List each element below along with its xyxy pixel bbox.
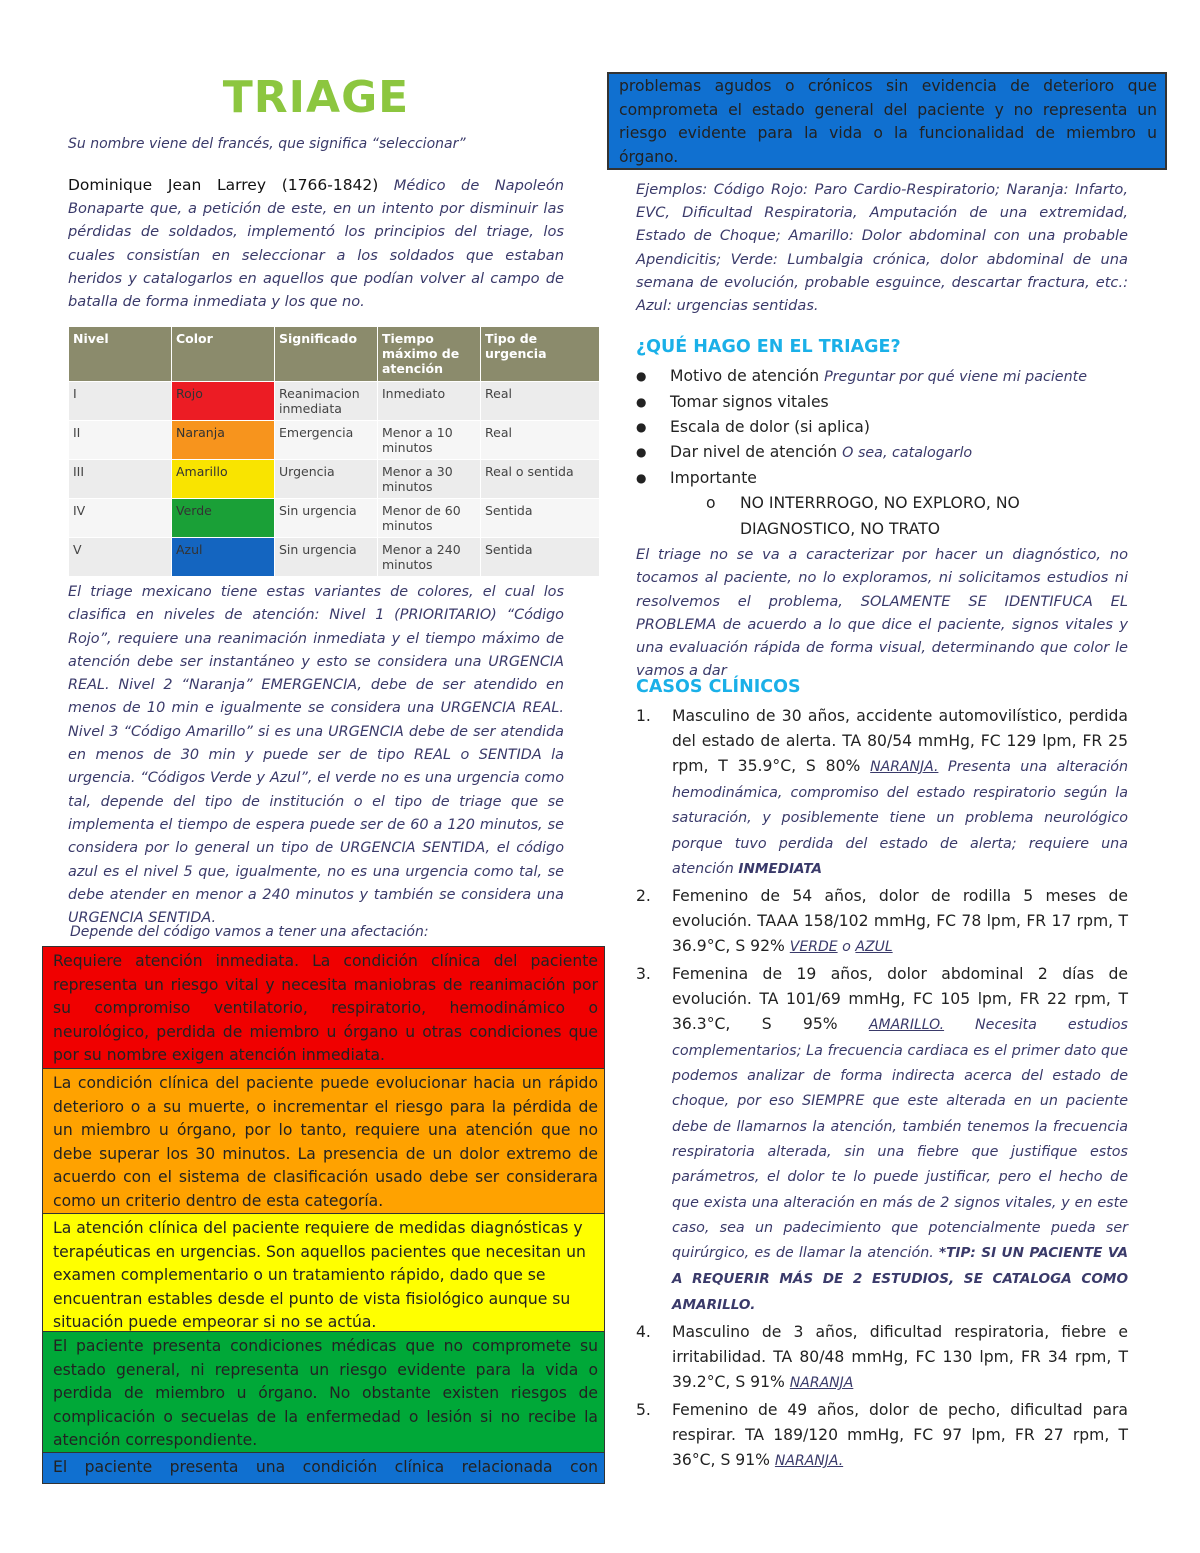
cell-nivel: II xyxy=(69,421,172,460)
subtitle: Su nombre viene del francés, que significa “seleccionar” xyxy=(68,136,466,152)
cell-tipo: Real o sentida xyxy=(481,460,600,499)
cell-tipo: Real xyxy=(481,421,600,460)
header-tipo: Tipo de urgencia xyxy=(481,327,600,382)
sub-item-text: NO INTERRROGO, NO EXPLORO, NO DIAGNOSTICO, NO TRATO xyxy=(740,494,1020,538)
cell-tipo: Sentida xyxy=(481,499,600,538)
list-item xyxy=(636,884,1128,960)
cell-tipo: Real xyxy=(481,382,600,421)
cell-color: Verde xyxy=(172,499,275,538)
case-number: 5. xyxy=(636,1401,651,1420)
que-hago-heading: ¿QUÉ HAGO EN EL TRIAGE? xyxy=(636,337,901,357)
header-significado: Significado xyxy=(275,327,378,382)
table-row xyxy=(69,421,600,460)
red-box: Requiere atención inmediata. La condición clínica del paciente representa un riesgo vital y necesita maniobras de reanimación por su compromiso ventilatorio, respiratorio, hemodinámico o neurológico, perdida de miembro u órgano u otras condiciones que por su nombre exigen atención inmediata. xyxy=(42,946,605,1073)
table-header-row xyxy=(69,327,600,382)
yellow-box: La atención clínica del paciente requiere de medidas diagnósticas y terapéuticas en urgencias. Son aquellos pacientes que necesitan un examen complementario o un tratamiento rápido, dado que se encuentran estables desde el punto de vista fisiológico aunque su situación puede empeorar si no se actúa. xyxy=(42,1213,605,1337)
cell-color: Amarillo xyxy=(172,460,275,499)
cell-color: Rojo xyxy=(172,382,275,421)
cell-significado: Sin urgencia xyxy=(275,499,378,538)
triage-table xyxy=(68,326,600,577)
header-nivel: Nivel xyxy=(69,327,172,382)
case-category: NARANJA. xyxy=(870,759,939,775)
case-category: AMARILLO. xyxy=(868,1016,945,1033)
item-text: Dar nivel de atención xyxy=(670,443,843,461)
circle-bullet-icon: o xyxy=(706,494,716,512)
cell-tipo: Sentida xyxy=(481,538,600,577)
item-text: Motivo de atención xyxy=(670,367,825,385)
list-item xyxy=(636,390,1128,415)
header-tiempo: Tiempo máximo de atención xyxy=(378,327,481,382)
case-text: Masculino de 30 años, accidente automovilístico, perdida del estado de alerta. TA 80/54 mmHg, FC 129 lpm, FR 25 rpm, T 35.9°C, S 80% xyxy=(672,707,1128,775)
list-item xyxy=(636,1398,1128,1474)
cell-significado: Reanimacion inmediata xyxy=(275,382,378,421)
cell-significado: Emergencia xyxy=(275,421,378,460)
intro-paragraph xyxy=(68,174,564,313)
triage-note: El triage no se va a caracterizar por hacer un diagnóstico, no tocamos al paciente, no lo exploramos, ni solicitamos estudios ni resolvemos el problema, SOLAMENTE SE IDENTIFUCA EL PROBLEMA de acuerdo a lo que dice el paciente, signos vitales y una evaluación rápida de forma visual, determinando que color le vamos a dar xyxy=(636,546,1128,680)
depende-label: Depende del código vamos a tener una afectación: xyxy=(70,924,429,940)
bullet-icon: ● xyxy=(636,471,647,485)
case-tip: INMEDIATA xyxy=(738,860,822,877)
green-box: El paciente presenta condiciones médicas que no compromete su estado general, ni representa un riesgo evidente para la vida o perdida de miembro u órgano. No obstante existen riesgos de complicación o secuelas de la enfermedad o lesión si no recibe la atención correspondiente. xyxy=(42,1331,605,1458)
blue-box-continued: problemas agudos o crónicos sin evidencia de deterioro que comprometa el estado general del paciente y no representa un riesgo evidente para la vida o la funcionalidad de miembro u órgano. xyxy=(607,72,1167,170)
cell-nivel: I xyxy=(69,382,172,421)
cell-tiempo: Menor a 240 minutos xyxy=(378,538,481,577)
cell-significado: Urgencia xyxy=(275,460,378,499)
page-title: TRIAGE xyxy=(222,72,410,123)
item-text: Importante xyxy=(670,469,757,487)
case-number: 2. xyxy=(636,886,651,905)
case-tip: *TIP: SI UN PACIENTE VA A REQUERIR MÁS DE 2 ESTUDIOS, SE CATALOGA COMO AMARILLO. xyxy=(672,1245,1128,1314)
cell-tiempo: Inmediato xyxy=(378,382,481,421)
list-item xyxy=(636,704,1128,882)
bullet-icon: ● xyxy=(636,445,647,459)
cell-tiempo: Menor a 10 minutos xyxy=(378,421,481,460)
intro-text: Médico de Napoleón Bonaparte que, a petición de este, en un intento por disminuir las pérdidas de soldados, implementó los principios del triage, los cuales consistían en seleccionar a los soldados que estaban heridos y catalogarlos en aquellos que podían volver al campo de batalla de forma inmediata y los que no. xyxy=(68,177,564,311)
table-row xyxy=(69,382,600,421)
case-number: 3. xyxy=(636,964,651,983)
item-hint: O sea, catalogarlo xyxy=(842,445,973,461)
item-text: Escala de dolor (si aplica) xyxy=(670,418,870,436)
case-text: Femenina de 19 años, dolor abdominal 2 días de evolución. TA 101/69 mmHg, FC 105 lpm, FR 22 rpm, T 36.3°C, S 95% xyxy=(672,964,1128,1033)
case-category: NARANJA. xyxy=(774,1453,844,1470)
cell-significado: Sin urgencia xyxy=(275,538,378,577)
bullet-icon: ● xyxy=(636,395,647,409)
sub-list-item xyxy=(706,490,1106,542)
list-item xyxy=(636,364,1128,390)
casos-list xyxy=(636,704,1128,1476)
case-text: Femenino de 54 años, dolor de rodilla 5 meses de evolución. TAAA 158/102 mmHg, FC 78 lpm, FR 17 rpm, T 36.9°C, S 92% xyxy=(672,886,1128,955)
header-color: Color xyxy=(172,327,275,382)
table-row xyxy=(69,460,600,499)
list-item xyxy=(636,1320,1128,1396)
examples-paragraph: Ejemplos: Código Rojo: Paro Cardio-Respiratorio; Naranja: Infarto, EVC, Dificultad Respiratoria, Amputación de una extremidad, Estado de Choque; Amarillo: Dolor abdominal con una probable Apendicitis; Verde: Lumbalgia crónica, dolor abdominal de una semana de evolución, probable esguince, descartar fractura, etc.: Azul: urgencias sentidas. xyxy=(636,181,1128,315)
table-row xyxy=(69,538,600,577)
case-number: 1. xyxy=(636,707,651,725)
list-item xyxy=(636,440,1128,466)
bullet-icon: ● xyxy=(636,369,647,383)
cell-tiempo: Menor de 60 minutos xyxy=(378,499,481,538)
case-text: Masculino de 3 años, dificultad respiratoria, fiebre e irritabilidad. TA 80/48 mmHg, FC 130 lpm, FR 34 rpm, T 39.2°C, S 91% xyxy=(672,1323,1128,1392)
case-category: NARANJA xyxy=(789,1375,854,1392)
item-text: Tomar signos vitales xyxy=(670,393,829,411)
case-explanation: Necesita estudios complementarios; La frecuencia cardiaca es el primer dato que podemos analizar de forma indirecta acerca del estado de choque, por eso SIEMPRE que este alterada en un paciente debe de llamarnos la atención, también tenemos la frecuencia respiratoria alterada, sin una fiebre que justifique estos parámetros, el dolor te lo puede justificar, pero el hecho de que exista una alteración en más de 2 signos vitales, y en este caso, sea un padecimiento que potencialmente pueda ser quirúrgico, es de llamar la atención. xyxy=(672,1016,1128,1262)
cell-nivel: IV xyxy=(69,499,172,538)
case-explanation: o xyxy=(837,938,856,955)
mexican-triage-paragraph: El triage mexicano tiene estas variantes de colores, el cual los clasifica en niveles de atención: Nivel 1 (PRIORITARIO) “Código Rojo”, requiere una reanimación inmediata y el tiempo máximo de atención debe ser instantáneo y esto se considera una URGENCIA REAL. Nivel 2 “Naranja” EMERGENCIA, debe de ser atendido en menos de 10 min e igualmente se considera una URGENCIA REAL. Nivel 3 “Código Amarillo” si es una URGENCIA debe de ser atendida en menos de 30 min y puede ser de tipo REAL o SENTIDA la urgencia. “Códigos Verde y Azul”, el verde no es una urgencia como tal, depende del tipo de institución o el tipo de triage que se implementa el tiempo de espera puede ser de 60 a 120 minutos, se considera por lo general un tipo de URGENCIA SENTIDA, el código azul es el nivel 5 que, igualmente, no es una urgencia como tal, se debe atender en menor a 240 minutos y también se considera una URGENCIA SENTIDA. xyxy=(68,584,564,927)
cell-color: Azul xyxy=(172,538,275,577)
blue-box-start: El paciente presenta una condición clínica relacionada con xyxy=(42,1452,605,1484)
orange-box: La condición clínica del paciente puede evolucionar hacia un rápido deterioro o a su muerte, o incrementar el riesgo para la pérdida de un miembro u órgano, por lo tanto, requiere una atención que no debe superar los 30 minutos. La presencia de un dolor extremo de acuerdo con el sistema de clasificación usado debe ser considerara como un criterio dentro de esta categoría. xyxy=(42,1068,605,1219)
case-text: Femenino de 49 años, dolor de pecho, dificultad para respirar. TA 189/120 mmHg, FC 97 lpm, FR 27 rpm, T 36°C, S 91% xyxy=(672,1401,1128,1470)
cell-nivel: V xyxy=(69,538,172,577)
case-explanation: Presenta una alteración hemodinámica, compromiso del estado respiratorio según la saturación, y posiblemente tiene un problema neurológico porque tuvo perdida del estado de alerta; requiere una atención xyxy=(672,759,1129,877)
cell-color: Naranja xyxy=(172,421,275,460)
larrey-name: Dominique Jean Larrey (1766-1842) xyxy=(68,176,379,194)
list-item xyxy=(636,962,1128,1318)
case-number: 4. xyxy=(636,1323,651,1342)
casos-heading: CASOS CLÍNICOS xyxy=(636,677,801,697)
que-hago-list xyxy=(636,364,1128,491)
item-hint: Preguntar por qué viene mi paciente xyxy=(824,369,1088,385)
case-category-alt: AZUL xyxy=(855,938,893,955)
list-item xyxy=(636,466,1128,491)
cell-tiempo: Menor a 30 minutos xyxy=(378,460,481,499)
cell-nivel: III xyxy=(69,460,172,499)
list-item xyxy=(636,415,1128,440)
case-category: VERDE xyxy=(789,938,838,955)
table-row xyxy=(69,499,600,538)
bullet-icon: ● xyxy=(636,420,647,434)
